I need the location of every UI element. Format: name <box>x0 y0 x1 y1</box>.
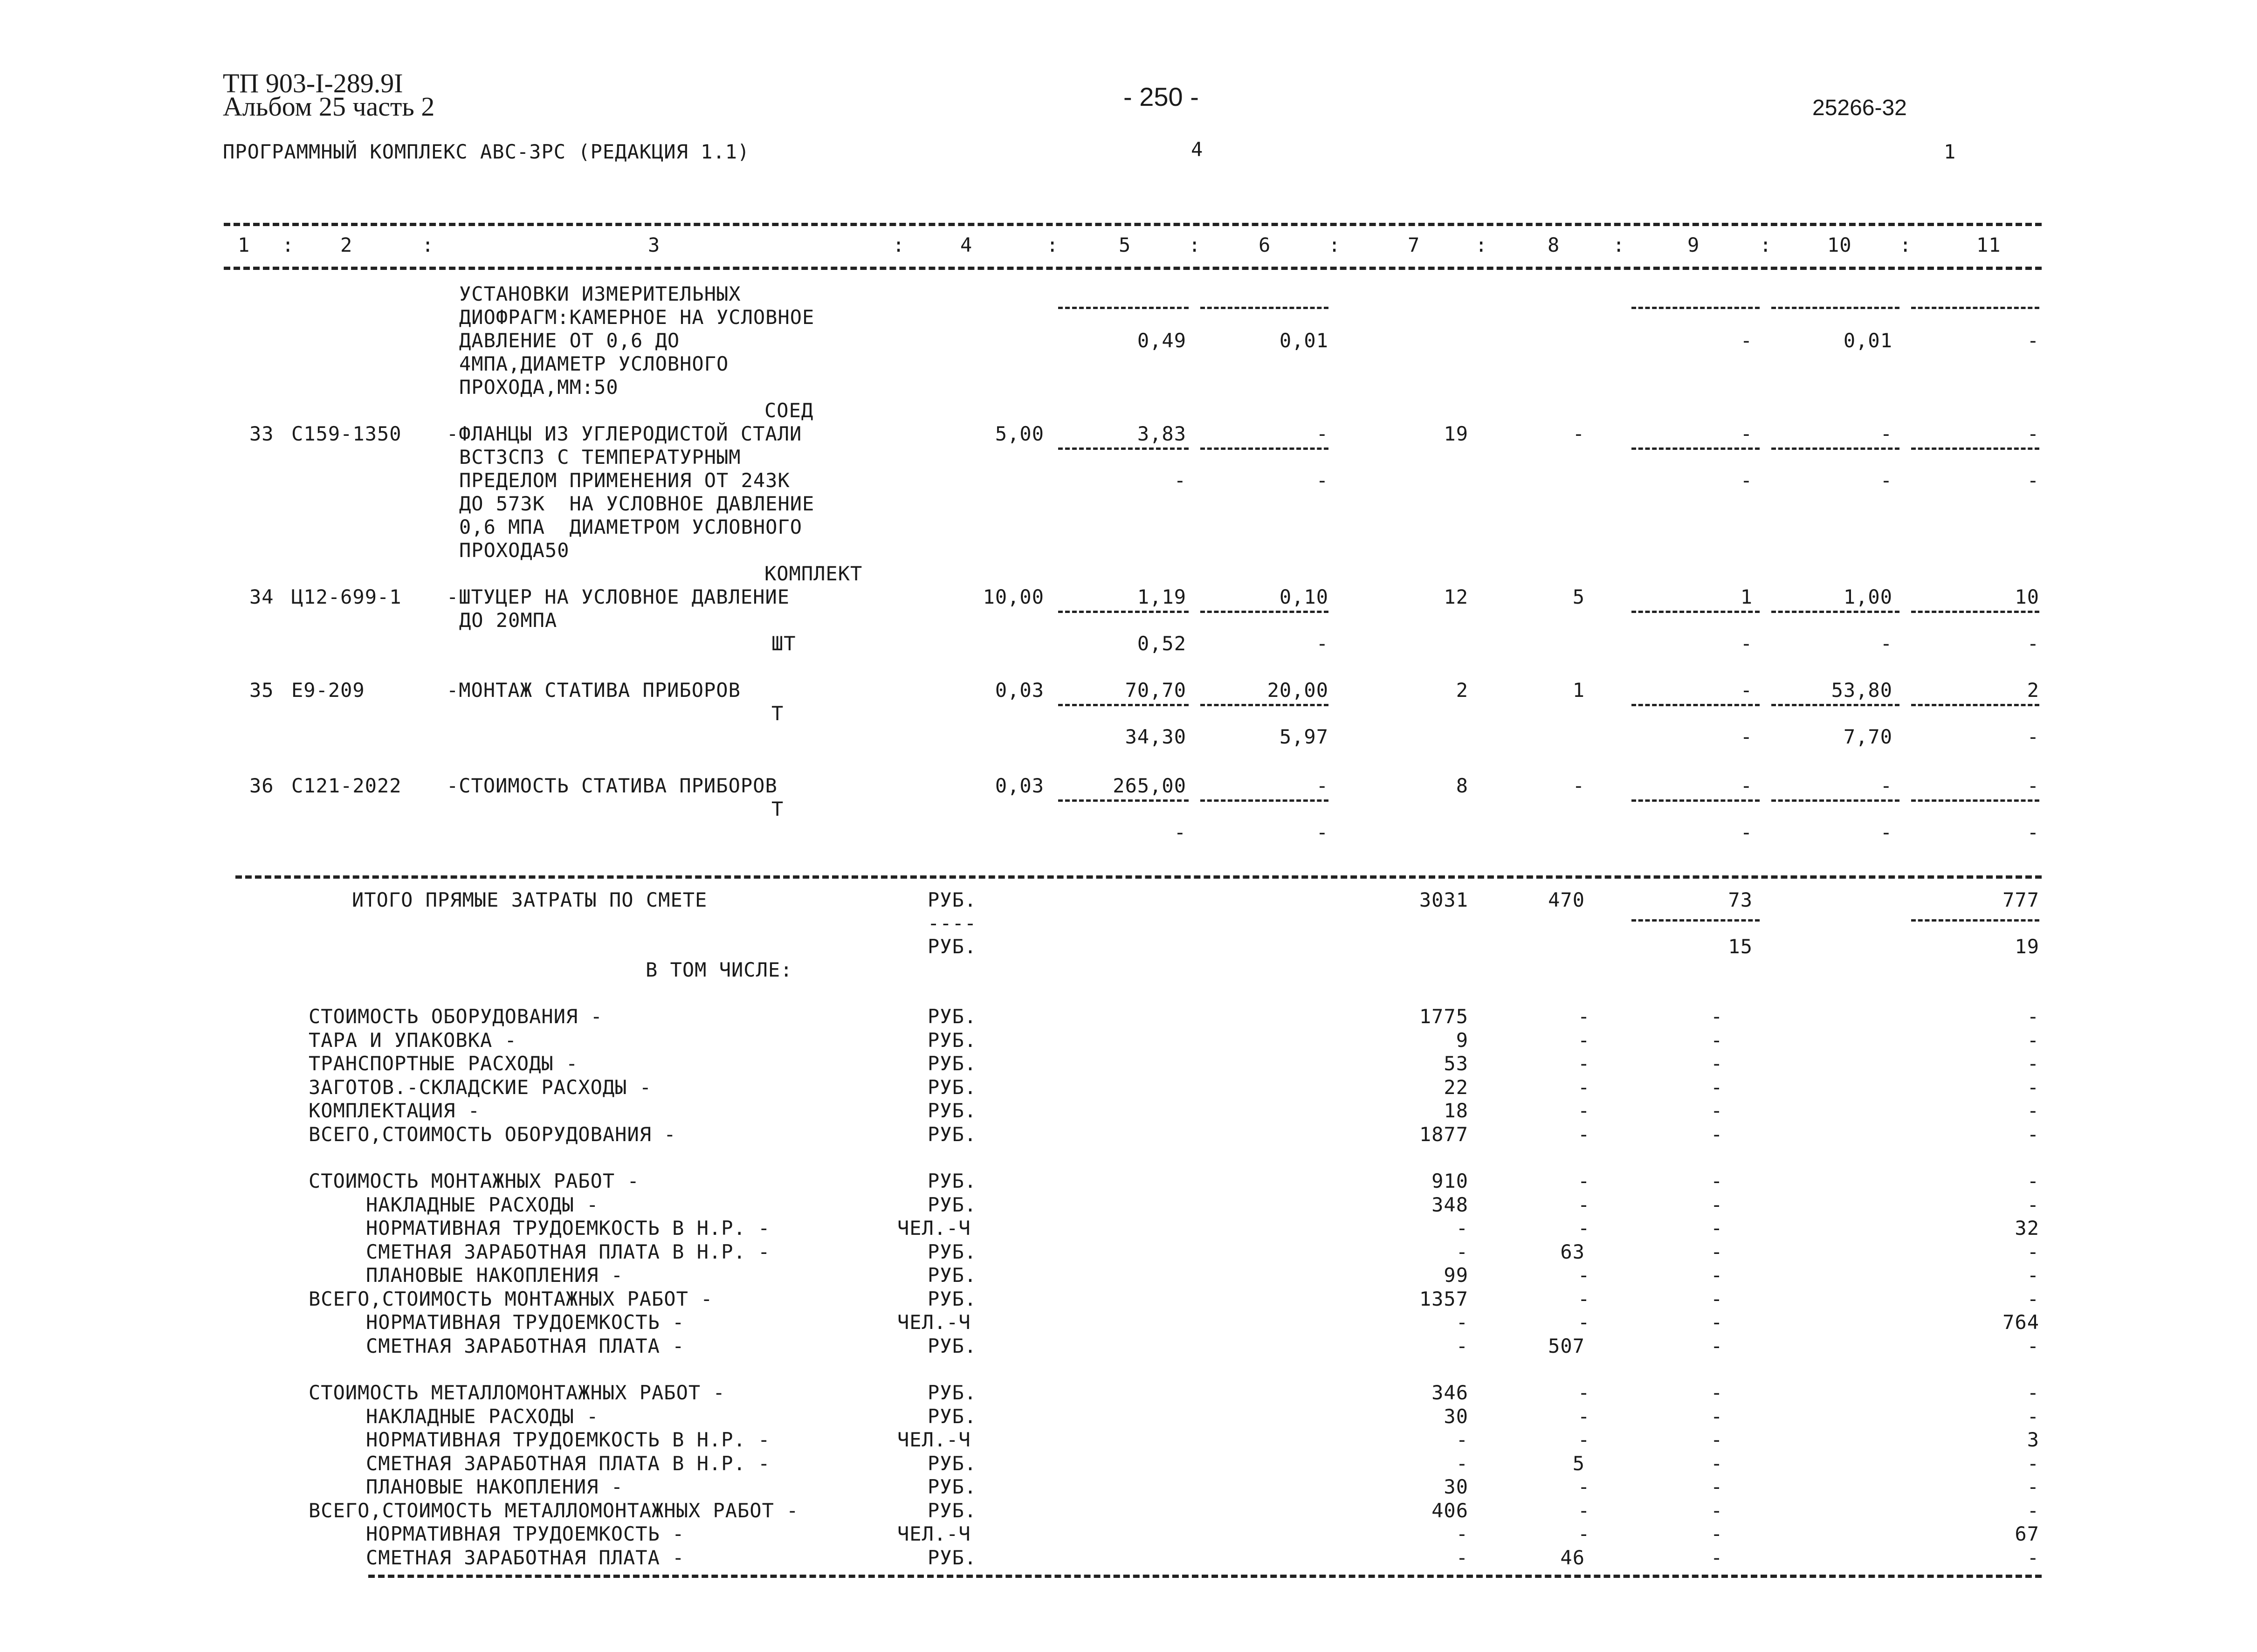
summary-unit: РУБ. <box>928 1287 977 1310</box>
summary-unit: РУБ. <box>928 1099 977 1122</box>
unit-label: Т <box>771 798 784 820</box>
summary-unit: РУБ. <box>928 1170 977 1192</box>
summary-unit: РУБ. <box>928 1381 977 1404</box>
cell-col9: - <box>1740 422 1753 445</box>
cell-col10: - <box>1880 422 1892 445</box>
cell-col10-lower: 7,70 <box>1843 725 1892 748</box>
sheet-left: 4 <box>1191 138 1204 161</box>
table-top-rule <box>224 223 2042 226</box>
description-line: ПРОХОДА50 <box>459 539 570 562</box>
summary-unit: ЧЕЛ.-Ч <box>897 1217 971 1239</box>
including-label: В ТОМ ЧИСЛЕ: <box>646 958 793 981</box>
summary-col7: - <box>1456 1240 1468 1263</box>
cell-col5-lower: - <box>1174 821 1186 844</box>
summary-col9: - <box>1711 1311 1723 1334</box>
summary-unit: ЧЕЛ.-Ч <box>897 1428 971 1451</box>
summary-unit: РУБ. <box>928 1546 977 1569</box>
summary-unit: РУБ. <box>928 1452 977 1475</box>
totals-col11-lower: 19 <box>2015 935 2039 958</box>
cell-col9: 1 <box>1740 585 1753 608</box>
summary-col9: - <box>1711 1404 1723 1428</box>
cell-col7: 19 <box>1444 422 1468 445</box>
summary-col8: - <box>1578 1522 1590 1545</box>
summary-label: ПЛАНОВЫЕ НАКОПЛЕНИЯ - <box>366 1264 624 1287</box>
summary-col11: - <box>2027 1381 2039 1404</box>
summary-col8: - <box>1578 1264 1590 1287</box>
summary-col9: - <box>1711 1052 1723 1075</box>
cell-col11: 2 <box>2027 679 2039 702</box>
summary-col8: - <box>1578 1099 1590 1122</box>
bottom-rule <box>368 1575 2042 1578</box>
summary-col9: - <box>1711 1287 1723 1310</box>
description-line: ДО 20МПА <box>459 609 557 632</box>
summary-col7: 346 <box>1431 1381 1468 1404</box>
summary-col9: - <box>1711 1546 1723 1569</box>
program-title: ПРОГРАММНЫЙ КОМПЛЕКС АВС-3РС (РЕДАКЦИЯ 1.1) <box>223 140 750 163</box>
cell-separator <box>1631 799 1760 802</box>
summary-label: ВСЕГО,СТОИМОСТЬ МЕТАЛЛОМОНТАЖНЫХ РАБОТ - <box>309 1499 799 1522</box>
description-line: ПРЕДЕЛОМ ПРИМЕНЕНИЯ ОТ 243К <box>459 469 790 492</box>
totals-col8: 470 <box>1548 888 1585 911</box>
summary-label: СТОИМОСТЬ МОНТАЖНЫХ РАБОТ - <box>309 1170 640 1192</box>
summary-col9: - <box>1711 1193 1723 1216</box>
column-header-4: 3 <box>648 234 661 256</box>
cell-separator <box>1058 611 1189 613</box>
summary-col7: - <box>1456 1546 1468 1569</box>
summary-col7: 910 <box>1431 1170 1468 1192</box>
totals-col9: 73 <box>1728 888 1753 911</box>
unit-label-2: ШТ <box>771 632 796 655</box>
summary-label: ТРАНСПОРТНЫЕ РАСХОДЫ - <box>309 1052 578 1075</box>
cell-col4: 10,00 <box>983 585 1044 608</box>
column-header-20: 11 <box>1976 234 2001 256</box>
summary-col11: 3 <box>2027 1428 2039 1451</box>
cell-separator <box>1771 799 1899 802</box>
cell-separator <box>1058 447 1189 450</box>
cell-col11-lower: - <box>2027 821 2039 844</box>
cell-col5: 70,70 <box>1125 679 1186 702</box>
column-header-0: 1 <box>238 234 250 256</box>
summary-col8: - <box>1578 1381 1590 1404</box>
cell-col10: - <box>1880 774 1892 797</box>
summary-unit: РУБ. <box>928 1193 977 1216</box>
description-line: ВСТ3СП3 С ТЕМПЕРАТУРНЫМ <box>459 446 741 468</box>
cell-col11: - <box>2027 774 2039 797</box>
cell-col11: 10 <box>2015 585 2039 608</box>
summary-unit: РУБ. <box>928 1264 977 1287</box>
cell-col4: 0,03 <box>995 774 1044 797</box>
summary-col9: - <box>1711 1522 1723 1545</box>
column-header-8: 5 <box>1119 234 1131 256</box>
totals-separator <box>1911 919 2039 922</box>
summary-col7: - <box>1456 1522 1468 1545</box>
cell-separator <box>1058 704 1189 706</box>
summary-col11: - <box>2027 1334 2039 1357</box>
cell-col6-lower: - <box>1316 469 1328 492</box>
column-header-13: : <box>1475 234 1488 256</box>
summary-col11: - <box>2027 1075 2039 1099</box>
cell-col10-lower: - <box>1880 469 1892 492</box>
column-header-rule <box>224 267 2042 270</box>
item-number: 34 <box>249 585 274 608</box>
summary-unit: ЧЕЛ.-Ч <box>897 1311 971 1334</box>
summary-col9: - <box>1711 1428 1723 1451</box>
summary-col8: - <box>1578 1170 1590 1192</box>
cell-col7: 8 <box>1456 774 1468 797</box>
summary-unit: РУБ. <box>928 1052 977 1075</box>
order-number: 25266-32 <box>1812 96 1907 120</box>
album-label: Альбом 25 часть 2 <box>223 91 435 122</box>
summary-col8: - <box>1578 1075 1590 1099</box>
summary-label: СМЕТНАЯ ЗАРАБОТНАЯ ПЛАТА - <box>366 1334 685 1357</box>
cell-col5-lower: - <box>1174 469 1186 492</box>
cell-separator <box>1911 307 2039 309</box>
cell-col9: - <box>1740 774 1753 797</box>
cell-separator <box>1631 447 1760 450</box>
column-header-18: 10 <box>1827 234 1852 256</box>
cell-col5: 0,49 <box>1137 329 1186 352</box>
description-line: ДАВЛЕНИЕ ОТ 0,6 ДО <box>459 329 680 352</box>
summary-label: ВСЕГО,СТОИМОСТЬ МОНТАЖНЫХ РАБОТ - <box>309 1287 713 1310</box>
cell-col6: 0,01 <box>1279 329 1328 352</box>
summary-col8: 63 <box>1560 1240 1585 1263</box>
column-header-6: 4 <box>960 234 973 256</box>
summary-col9: - <box>1711 1217 1723 1239</box>
summary-col8: - <box>1578 1052 1590 1075</box>
rate-code: С159-1350 <box>291 422 402 445</box>
cell-col10: 53,80 <box>1831 679 1892 702</box>
item-number: 35 <box>249 679 274 702</box>
column-header-16: 9 <box>1687 234 1700 256</box>
summary-col8: 5 <box>1572 1452 1585 1475</box>
summary-col11: - <box>2027 1499 2039 1522</box>
cell-col10: 1,00 <box>1843 585 1892 608</box>
summary-col7: 406 <box>1431 1499 1468 1522</box>
summary-col9: - <box>1711 1334 1723 1357</box>
cell-col9-lower: - <box>1740 725 1753 748</box>
summary-col9: - <box>1711 1028 1723 1052</box>
cell-col6-lower: - <box>1316 821 1328 844</box>
summary-label: НОРМАТИВНАЯ ТРУДОЕМКОСТЬ В Н.Р. - <box>366 1217 771 1239</box>
cell-col8: 1 <box>1572 679 1585 702</box>
summary-col8: - <box>1578 1193 1590 1216</box>
sheet-right: 1 <box>1944 140 1956 163</box>
summary-col8: - <box>1578 1028 1590 1052</box>
cell-separator <box>1771 447 1899 450</box>
cell-col9-lower: - <box>1740 821 1753 844</box>
summary-col11: - <box>2027 1264 2039 1287</box>
summary-col11: - <box>2027 1193 2039 1216</box>
cell-col11: - <box>2027 329 2039 352</box>
summary-col7: 22 <box>1444 1075 1468 1099</box>
column-header-3: : <box>422 234 434 256</box>
summary-unit: ЧЕЛ.-Ч <box>897 1522 971 1545</box>
unit-label: СОЕД <box>764 399 814 422</box>
cell-col7: 2 <box>1456 679 1468 702</box>
cell-col7: 12 <box>1444 585 1468 608</box>
cell-separator <box>1058 307 1189 309</box>
summary-col9: - <box>1711 1170 1723 1192</box>
summary-col7: - <box>1456 1334 1468 1357</box>
cell-col6: - <box>1316 422 1328 445</box>
summary-col9: - <box>1711 1452 1723 1475</box>
cell-col5: 1,19 <box>1137 585 1186 608</box>
summary-col9: - <box>1711 1099 1723 1122</box>
summary-col7: 1357 <box>1419 1287 1468 1310</box>
cell-separator <box>1058 799 1189 802</box>
cell-col5: 3,83 <box>1137 422 1186 445</box>
summary-col9: - <box>1711 1075 1723 1099</box>
rate-code: Ц12-699-1 <box>291 585 402 608</box>
cell-col5: 265,00 <box>1113 774 1186 797</box>
summary-label: СТОИМОСТЬ ОБОРУДОВАНИЯ - <box>309 1005 603 1028</box>
cell-col10: 0,01 <box>1843 329 1892 352</box>
summary-col8: 507 <box>1548 1334 1585 1357</box>
summary-col11: 32 <box>2015 1217 2039 1239</box>
column-header-19: : <box>1899 234 1912 256</box>
totals-col7: 3031 <box>1419 888 1468 911</box>
summary-col7: 30 <box>1444 1404 1468 1428</box>
cell-col4: 0,03 <box>995 679 1044 702</box>
summary-col11: - <box>2027 1028 2039 1052</box>
item-number: 36 <box>249 774 274 797</box>
cell-col9-lower: - <box>1740 632 1753 655</box>
summary-col11: - <box>2027 1287 2039 1310</box>
totals-separator <box>1631 919 1760 922</box>
description-line: УСТАНОВКИ ИЗМЕРИТЕЛЬНЫХ <box>459 282 741 305</box>
cell-separator <box>1631 307 1760 309</box>
totals-unit: РУБ. <box>928 888 977 911</box>
cell-separator <box>1771 611 1899 613</box>
description-line: ДО 573К НА УСЛОВНОЕ ДАВЛЕНИЕ <box>459 492 815 515</box>
summary-label: ЗАГОТОВ.-СКЛАДСКИЕ РАСХОДЫ - <box>309 1075 652 1099</box>
summary-label: НАКЛАДНЫЕ РАСХОДЫ - <box>366 1404 599 1428</box>
cell-separator <box>1911 704 2039 706</box>
column-header-12: 7 <box>1408 234 1420 256</box>
summary-col7: 1877 <box>1419 1122 1468 1146</box>
summary-label: ПЛАНОВЫЕ НАКОПЛЕНИЯ - <box>366 1475 624 1498</box>
cell-separator <box>1200 799 1328 802</box>
summary-unit: РУБ. <box>928 1122 977 1146</box>
description-line: 4МПА,ДИАМЕТР УСЛОВНОГО <box>459 352 729 375</box>
cell-col10-lower: - <box>1880 632 1892 655</box>
column-header-5: : <box>893 234 905 256</box>
summary-col7: 9 <box>1456 1028 1468 1052</box>
summary-col7: 1775 <box>1419 1005 1468 1028</box>
summary-col9: - <box>1711 1005 1723 1028</box>
cell-col11: - <box>2027 422 2039 445</box>
page-number: - 250 - <box>1123 82 1199 111</box>
item-number: 33 <box>249 422 274 445</box>
summary-col7: 53 <box>1444 1052 1468 1075</box>
cell-separator <box>1200 307 1328 309</box>
description-line: -СТОИМОСТЬ СТАТИВА ПРИБОРОВ <box>447 774 778 797</box>
description-line: ДИОФРАГМ:КАМЕРНОЕ НА УСЛОВНОЕ <box>459 306 815 329</box>
summary-unit: РУБ. <box>928 1240 977 1263</box>
cell-separator <box>1911 611 2039 613</box>
summary-label: СМЕТНАЯ ЗАРАБОТНАЯ ПЛАТА В Н.Р. - <box>366 1240 771 1263</box>
cell-col5-lower: 0,52 <box>1137 632 1186 655</box>
summary-col11: - <box>2027 1122 2039 1146</box>
cell-col9-lower: - <box>1740 469 1753 492</box>
summary-col11: - <box>2027 1404 2039 1428</box>
summary-label: КОМПЛЕКТАЦИЯ - <box>309 1099 481 1122</box>
cell-separator <box>1200 447 1328 450</box>
column-header-15: : <box>1613 234 1625 256</box>
summary-col11: - <box>2027 1099 2039 1122</box>
summary-col9: - <box>1711 1475 1723 1498</box>
cell-col9: - <box>1740 679 1753 702</box>
column-header-1: : <box>282 234 295 256</box>
cell-col10-lower: - <box>1880 821 1892 844</box>
summary-label: ВСЕГО,СТОИМОСТЬ ОБОРУДОВАНИЯ - <box>309 1122 676 1146</box>
totals-unit-2: РУБ. <box>928 935 977 958</box>
summary-col9: - <box>1711 1381 1723 1404</box>
cell-separator <box>1771 307 1899 309</box>
summary-unit: РУБ. <box>928 1475 977 1498</box>
totals-col11: 777 <box>2002 888 2039 911</box>
column-header-14: 8 <box>1548 234 1560 256</box>
summary-col8: - <box>1578 1404 1590 1428</box>
cell-separator <box>1771 704 1899 706</box>
description-line: 0,6 МПА ДИАМЕТРОМ УСЛОВНОГО <box>459 516 803 538</box>
column-header-2: 2 <box>340 234 353 256</box>
unit-label: КОМПЛЕКТ <box>764 562 863 585</box>
summary-unit: РУБ. <box>928 1028 977 1052</box>
summary-unit: РУБ. <box>928 1075 977 1099</box>
cell-col6-lower: 5,97 <box>1279 725 1328 748</box>
description-line: -ФЛАНЦЫ ИЗ УГЛЕРОДИСТОЙ СТАЛИ <box>447 422 802 445</box>
summary-col8: - <box>1578 1005 1590 1028</box>
summary-col8: - <box>1578 1122 1590 1146</box>
summary-col11: - <box>2027 1475 2039 1498</box>
summary-col7: 348 <box>1431 1193 1468 1216</box>
summary-label: НОРМАТИВНАЯ ТРУДОЕМКОСТЬ В Н.Р. - <box>366 1428 771 1451</box>
summary-col7: 18 <box>1444 1099 1468 1122</box>
summary-col8: - <box>1578 1287 1590 1310</box>
document-code: ТП 903-I-289.9I <box>223 68 403 98</box>
cell-separator <box>1911 799 2039 802</box>
summary-label: НАКЛАДНЫЕ РАСХОДЫ - <box>366 1193 599 1216</box>
description-line: -МОНТАЖ СТАТИВА ПРИБОРОВ <box>447 679 741 702</box>
summary-col11: - <box>2027 1005 2039 1028</box>
summary-col9: - <box>1711 1122 1723 1146</box>
summary-col11: - <box>2027 1052 2039 1075</box>
summary-col8: - <box>1578 1428 1590 1451</box>
summary-label: НОРМАТИВНАЯ ТРУДОЕМКОСТЬ - <box>366 1311 685 1334</box>
summary-col11: - <box>2027 1170 2039 1192</box>
summary-unit: РУБ. <box>928 1404 977 1428</box>
rate-code: С121-2022 <box>291 774 402 797</box>
summary-label: СТОИМОСТЬ МЕТАЛЛОМОНТАЖНЫХ РАБОТ - <box>309 1381 725 1404</box>
column-header-10: 6 <box>1259 234 1271 256</box>
cell-col8: - <box>1572 422 1585 445</box>
summary-col11: 764 <box>2002 1311 2039 1334</box>
summary-col11: 67 <box>2015 1522 2039 1545</box>
cell-separator <box>1911 447 2039 450</box>
unit-label: Т <box>771 702 784 725</box>
rate-code: Е9-209 <box>291 679 365 702</box>
summary-col8: 46 <box>1560 1546 1585 1569</box>
summary-col9: - <box>1711 1240 1723 1263</box>
column-header-11: : <box>1328 234 1341 256</box>
summary-col11: - <box>2027 1546 2039 1569</box>
summary-col8: - <box>1578 1499 1590 1522</box>
cell-separator <box>1200 611 1328 613</box>
summary-unit: РУБ. <box>928 1499 977 1522</box>
cell-separator <box>1631 611 1760 613</box>
cell-col11-lower: - <box>2027 469 2039 492</box>
summary-col8: - <box>1578 1475 1590 1498</box>
summary-col8: - <box>1578 1311 1590 1334</box>
summary-col9: - <box>1711 1264 1723 1287</box>
cell-col4: 5,00 <box>995 422 1044 445</box>
cell-col8: 5 <box>1572 585 1585 608</box>
cell-separator <box>1631 704 1760 706</box>
cell-col6: 20,00 <box>1267 679 1328 702</box>
cell-separator <box>1200 704 1328 706</box>
cell-col6-lower: - <box>1316 632 1328 655</box>
summary-col11: - <box>2027 1240 2039 1263</box>
summary-label: ТАРА И УПАКОВКА - <box>309 1028 517 1052</box>
summary-label: СМЕТНАЯ ЗАРАБОТНАЯ ПЛАТА - <box>366 1546 685 1569</box>
summary-label: СМЕТНАЯ ЗАРАБОТНАЯ ПЛАТА В Н.Р. - <box>366 1452 771 1475</box>
summary-col7: 99 <box>1444 1264 1468 1287</box>
summary-col7: - <box>1456 1452 1468 1475</box>
column-header-7: : <box>1046 234 1059 256</box>
summary-unit: РУБ. <box>928 1334 977 1357</box>
cell-col6: - <box>1316 774 1328 797</box>
summary-col7: - <box>1456 1428 1468 1451</box>
description-line: ПРОХОДА,ММ:50 <box>459 376 619 399</box>
column-header-17: : <box>1760 234 1772 256</box>
totals-unit-separator: ---- <box>928 912 977 935</box>
description-line: -ШТУЦЕР НА УСЛОВНОЕ ДАВЛЕНИЕ <box>447 585 790 608</box>
totals-rule <box>235 875 2042 879</box>
cell-col5-lower: 34,30 <box>1125 725 1186 748</box>
totals-label: ИТОГО ПРЯМЫЕ ЗАТРАТЫ ПО СМЕТЕ <box>352 888 708 911</box>
summary-col7: - <box>1456 1217 1468 1239</box>
cell-col6: 0,10 <box>1279 585 1328 608</box>
totals-col9-lower: 15 <box>1728 935 1753 958</box>
summary-col7: - <box>1456 1311 1468 1334</box>
cell-col9: - <box>1740 329 1753 352</box>
cell-col8: - <box>1572 774 1585 797</box>
cell-col11-lower: - <box>2027 725 2039 748</box>
summary-label: НОРМАТИВНАЯ ТРУДОЕМКОСТЬ - <box>366 1522 685 1545</box>
summary-col11: - <box>2027 1452 2039 1475</box>
summary-unit: РУБ. <box>928 1005 977 1028</box>
cell-col11-lower: - <box>2027 632 2039 655</box>
summary-col8: - <box>1578 1217 1590 1239</box>
column-header-9: : <box>1189 234 1201 256</box>
summary-col9: - <box>1711 1499 1723 1522</box>
summary-col7: 30 <box>1444 1475 1468 1498</box>
